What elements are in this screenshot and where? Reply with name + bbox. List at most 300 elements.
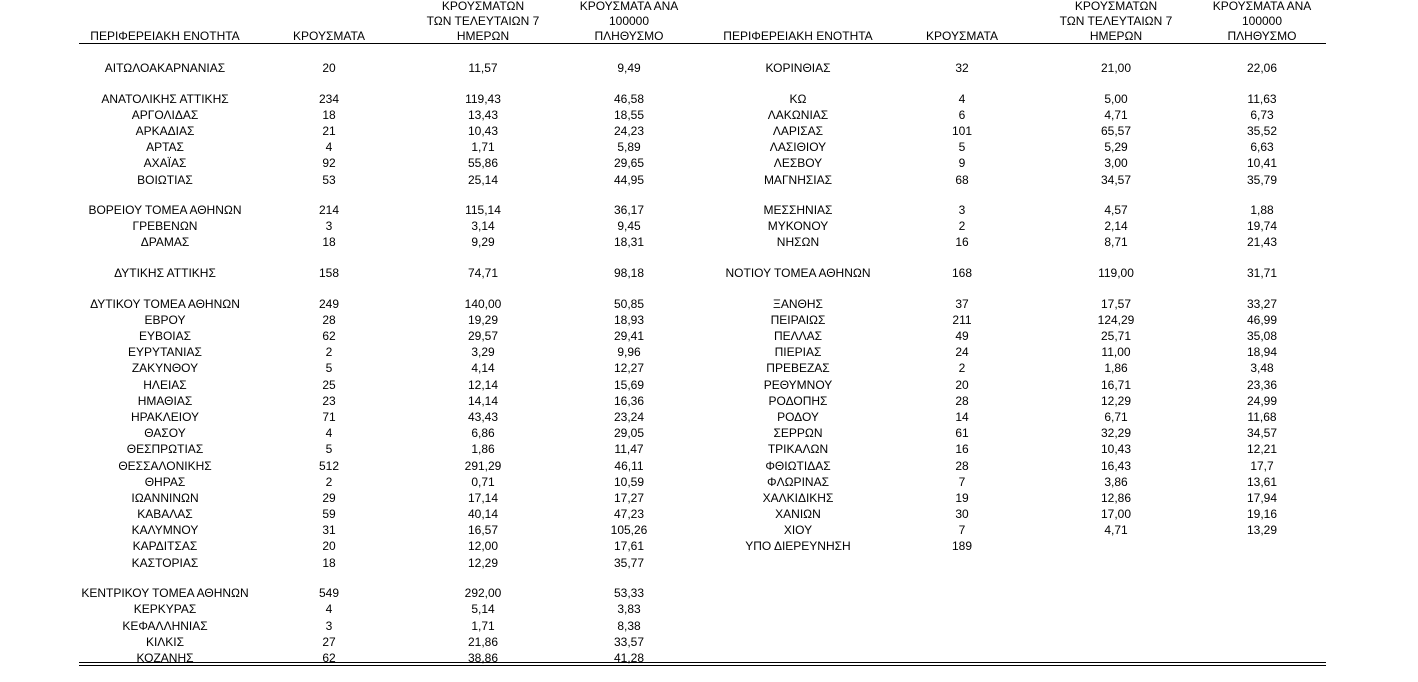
cases-cell: 68	[955, 172, 969, 187]
per100k-cell: 11,47	[614, 442, 644, 457]
cases-cell: 14	[955, 409, 969, 424]
cases-cell: 3	[325, 618, 333, 633]
footer-rule-top	[79, 662, 1326, 663]
cases-cell: 37	[955, 296, 969, 311]
cases-cell: 92	[322, 156, 336, 171]
table-row	[712, 60, 1332, 76]
table-row	[712, 490, 1332, 506]
per100k-cell: 35,79	[1246, 172, 1278, 187]
table-row	[712, 296, 1332, 312]
region-cell: ΠΕΛΛΑΣ	[773, 329, 823, 343]
region-cell: ΚΟΖΑΝΗΣ	[136, 650, 194, 665]
table-row	[79, 139, 699, 155]
region-cell: ΝΟΤΙΟΥ ΤΟΜΕΑ ΑΘΗΝΩΝ	[725, 266, 871, 281]
table-row	[712, 172, 1332, 188]
cases-cell: 9	[958, 156, 966, 171]
avg7-cell: 5,14	[471, 602, 495, 617]
per100k-cell: 23,36	[1246, 377, 1278, 392]
avg7-cell: 1,71	[471, 140, 495, 155]
region-cell: ΕΒΡΟΥ	[144, 312, 186, 327]
region-cell: ΔΡΑΜΑΣ	[140, 235, 190, 250]
region-cell: ΠΙΕΡΙΑΣ	[774, 345, 822, 360]
cases-cell: 7	[958, 474, 966, 489]
cases-cell: 28	[322, 312, 336, 327]
table-row	[712, 234, 1332, 250]
region-cell: ΛΑΣΙΘΙΟΥ	[769, 140, 827, 155]
table-row	[712, 360, 1332, 376]
left-table-header	[79, 0, 699, 44]
avg7-cell: 12,29	[467, 555, 499, 570]
avg7-cell: 5,00	[1104, 91, 1128, 106]
header-per100k	[559, 0, 699, 44]
cases-cell: 32	[955, 61, 969, 75]
right-table-body	[712, 60, 1332, 555]
avg7-cell: 1,86	[471, 442, 495, 457]
per100k-cell: 9,96	[617, 345, 641, 360]
footer-rule-bottom	[79, 665, 1326, 666]
table-row	[79, 601, 699, 617]
region-cell: ΚΕΝΤΡΙΚΟΥ ΤΟΜΕΑ ΑΘΗΝΩΝ	[81, 586, 249, 601]
avg7-cell: 21,00	[1100, 61, 1132, 75]
per100k-cell: 11,68	[1247, 409, 1277, 424]
region-cell: ΠΡΕΒΕΖΑΣ	[766, 361, 830, 376]
region-cell: ΑΝΑΤΟΛΙΚΗΣ ΑΤΤΙΚΗΣ	[101, 91, 229, 106]
per100k-cell: 46,99	[1246, 312, 1278, 327]
per100k-cell: 31,71	[1246, 266, 1278, 281]
header-avg7-line3: ΗΜΕΡΩΝ	[1089, 29, 1143, 43]
region-cell: ΡΕΘΥΜΝΟΥ	[763, 377, 833, 392]
per100k-cell: 9,45	[617, 219, 641, 234]
avg7-cell: 6,86	[471, 426, 495, 441]
avg7-cell: 2,14	[1104, 219, 1128, 234]
region-cell: ΒΟΙΩΤΙΑΣ	[137, 172, 193, 187]
per100k-cell: 50,85	[613, 296, 645, 311]
header-cases-label: ΚΡΟΥΣΜΑΤΑ	[293, 29, 365, 43]
table-row	[712, 458, 1332, 474]
cases-cell: 29	[322, 490, 336, 505]
per100k-cell: 8,38	[617, 618, 641, 633]
region-cell: ΚΕΦΑΛΛΗΝΙΑΣ	[122, 618, 208, 633]
per100k-cell: 6,63	[1250, 140, 1274, 155]
cases-cell: 101	[951, 123, 973, 138]
per100k-cell: 98,18	[613, 266, 645, 281]
table-row	[712, 441, 1332, 457]
avg7-cell: 12,86	[1100, 490, 1132, 505]
table-row	[79, 360, 699, 376]
cases-cell: 4	[325, 140, 333, 155]
table-row	[79, 441, 699, 457]
per100k-cell: 29,41	[613, 329, 645, 343]
cases-cell: 158	[318, 266, 340, 281]
region-cell: ΕΥΡΥΤΑΝΙΑΣ	[128, 345, 202, 360]
avg7-cell: 55,86	[467, 156, 499, 171]
table-row	[79, 425, 699, 441]
header-per100k-line2: ΠΛΗΘΥΣΜΟ	[1227, 29, 1297, 43]
region-cell: ΜΑΓΝΗΣΙΑΣ	[763, 172, 833, 187]
cases-cell: 5	[958, 140, 966, 155]
region-cell: ΗΡΑΚΛΕΙΟΥ	[130, 409, 200, 424]
avg7-cell: 292,00	[464, 586, 502, 601]
region-cell: ΧΑΝΙΩΝ	[775, 507, 821, 522]
per100k-cell: 29,65	[613, 156, 645, 171]
avg7-cell: 12,00	[467, 539, 499, 554]
avg7-cell: 29,57	[467, 329, 499, 343]
cases-cell: 20	[322, 539, 336, 554]
region-cell: ΛΑΚΩΝΙΑΣ	[767, 107, 829, 122]
region-cell: ΦΛΩΡΙΝΑΣ	[767, 474, 829, 489]
table-row	[79, 393, 699, 409]
per100k-cell: 9,49	[617, 61, 641, 75]
avg7-cell: 19,29	[467, 312, 499, 327]
region-cell: ΑΡΚΑΔΙΑΣ	[135, 123, 195, 138]
cases-cell: 2	[958, 361, 966, 376]
header-cases	[251, 29, 407, 44]
avg7-cell: 12,29	[1100, 393, 1132, 408]
table-row	[712, 506, 1332, 522]
table-row	[712, 265, 1332, 281]
cases-cell: 16	[955, 235, 969, 250]
cases-cell: 168	[951, 266, 973, 281]
per100k-cell: 36,17	[613, 203, 645, 218]
table-row	[79, 650, 699, 666]
avg7-cell: 34,57	[1100, 172, 1132, 187]
table-row	[712, 522, 1332, 538]
cases-cell: 4	[325, 602, 333, 617]
cases-cell: 7	[958, 523, 966, 538]
per100k-cell: 13,29	[1246, 523, 1278, 538]
per100k-cell: 46,58	[613, 91, 645, 106]
avg7-cell: 17,14	[467, 490, 499, 505]
table-row	[712, 139, 1332, 155]
cases-cell: 23	[322, 393, 336, 408]
per100k-cell: 24,23	[613, 123, 645, 138]
table-row	[79, 409, 699, 425]
cases-cell: 5	[325, 361, 333, 376]
table-row	[79, 490, 699, 506]
cases-cell: 61	[955, 426, 969, 441]
table-row	[712, 425, 1332, 441]
avg7-cell: 38,86	[467, 650, 499, 665]
header-per100k	[1192, 0, 1332, 44]
header-avg7-line2: ΤΩΝ ΤΕΛΕΥΤΑΙΩΝ 7	[1059, 14, 1173, 28]
avg7-cell: 16,43	[1100, 458, 1132, 473]
per100k-cell: 29,05	[613, 426, 645, 441]
region-cell: ΔΥΤΙΚΟΥ ΤΟΜΕΑ ΑΘΗΝΩΝ	[90, 296, 240, 311]
per100k-cell: 33,57	[613, 634, 645, 649]
avg7-cell: 1,71	[471, 618, 495, 633]
region-cell: ΚΟΡΙΝΘΙΑΣ	[765, 61, 831, 75]
cases-cell: 71	[322, 409, 336, 424]
per100k-cell: 12,21	[1246, 442, 1278, 457]
header-avg7-line1: ΚΡΟΥΣΜΑΤΩΝ	[441, 0, 525, 13]
per100k-cell: 35,77	[613, 555, 645, 570]
avg7-cell: 12,14	[467, 377, 499, 392]
per100k-cell: 33,27	[1246, 296, 1278, 311]
region-cell: ΚΩ	[789, 91, 807, 106]
per100k-cell: 53,33	[613, 586, 645, 601]
table-row	[79, 618, 699, 634]
cases-cell: 30	[955, 507, 969, 522]
cases-cell: 214	[318, 203, 340, 218]
avg7-cell: 40,14	[467, 507, 499, 522]
avg7-cell: 3,14	[471, 219, 495, 234]
region-cell: ΠΕΙΡΑΙΩΣ	[770, 312, 826, 327]
region-cell: ΜΕΣΣΗΝΙΑΣ	[763, 203, 833, 218]
per100k-cell: 22,06	[1246, 61, 1278, 75]
avg7-cell: 291,29	[464, 458, 502, 473]
header-avg7	[407, 0, 559, 44]
region-cell: ΣΕΡΡΩΝ	[773, 426, 823, 441]
cases-cell: 2	[325, 345, 333, 360]
region-cell: ΑΡΤΑΣ	[146, 140, 184, 155]
table-row	[79, 522, 699, 538]
avg7-cell: 32,29	[1100, 426, 1132, 441]
per100k-cell: 12,27	[613, 361, 645, 376]
avg7-cell: 4,71	[1104, 523, 1128, 538]
per100k-cell: 47,23	[613, 507, 645, 522]
cases-cell: 25	[322, 377, 336, 392]
region-cell: ΞΑΝΘΗΣ	[773, 296, 823, 311]
region-cell: ΖΑΚΥΝΘΟΥ	[131, 361, 199, 376]
cases-cell: 18	[322, 107, 336, 122]
per100k-cell: 105,26	[610, 523, 648, 538]
per100k-cell: 18,55	[613, 107, 645, 122]
header-region	[79, 29, 251, 44]
region-cell: ΚΑΒΑΛΑΣ	[137, 507, 193, 522]
region-cell: ΚΑΛΥΜΝΟΥ	[131, 523, 199, 538]
avg7-cell: 10,43	[1100, 442, 1132, 457]
table-row	[712, 328, 1332, 344]
cases-cell: 234	[318, 91, 340, 106]
table-row	[79, 172, 699, 188]
avg7-cell: 3,86	[1104, 474, 1128, 489]
avg7-cell: 4,57	[1104, 203, 1128, 218]
table-row	[79, 234, 699, 250]
cases-cell: 19	[955, 490, 969, 505]
avg7-cell: 21,86	[467, 634, 499, 649]
region-cell: ΡΟΔΟΥ	[777, 409, 819, 424]
avg7-cell: 10,43	[467, 123, 499, 138]
header-avg7	[1040, 0, 1192, 44]
avg7-cell: 115,14	[465, 203, 501, 218]
table-row	[79, 328, 699, 344]
per100k-cell: 24,99	[1246, 393, 1278, 408]
avg7-cell: 16,57	[467, 523, 499, 538]
header-cases-label: ΚΡΟΥΣΜΑΤΑ	[926, 29, 998, 43]
cases-cell: 189	[951, 539, 973, 554]
per100k-cell: 13,61	[1246, 474, 1278, 489]
cases-cell: 18	[322, 555, 336, 570]
table-row	[79, 218, 699, 234]
per100k-cell: 19,74	[1246, 219, 1278, 234]
table-row	[79, 377, 699, 393]
header-region	[712, 29, 884, 44]
per100k-cell: 15,69	[613, 377, 645, 392]
table-row	[79, 506, 699, 522]
avg7-cell: 119,43	[465, 91, 501, 106]
cases-cell: 20	[955, 377, 969, 392]
region-cell: ΗΛΕΙΑΣ	[143, 377, 187, 392]
cases-cell: 18	[322, 235, 336, 250]
per100k-cell: 19,16	[1246, 507, 1278, 522]
per100k-cell: 3,83	[617, 602, 641, 617]
avg7-cell: 0,71	[471, 474, 495, 489]
table-row	[712, 538, 1332, 554]
table-row	[712, 409, 1332, 425]
header-region-label: ΠΕΡΙΦΕΡΕΙΑΚΗ ΕΝΟΤΗΤΑ	[723, 29, 873, 43]
table-row	[79, 107, 699, 123]
cases-cell: 249	[318, 296, 340, 311]
region-cell: ΗΜΑΘΙΑΣ	[137, 393, 193, 408]
region-cell: ΓΡΕΒΕΝΩΝ	[132, 219, 198, 234]
table-row	[79, 538, 699, 554]
header-per100k-line2: ΠΛΗΘΥΣΜΟ	[594, 29, 664, 43]
per100k-cell: 35,08	[1246, 329, 1278, 343]
table-row	[79, 60, 699, 76]
region-cell: ΜΥΚΟΝΟΥ	[767, 219, 829, 234]
region-cell: ΑΙΤΩΛΟΑΚΑΡΝΑΝΙΑΣ	[104, 61, 226, 75]
region-cell: ΑΧΑΪΑΣ	[143, 156, 187, 171]
region-cell: ΘΕΣΠΡΩΤΙΑΣ	[126, 442, 204, 457]
per100k-cell: 18,93	[613, 312, 645, 327]
per100k-cell: 44,95	[613, 172, 645, 187]
region-cell: ΤΡΙΚΑΛΩΝ	[767, 442, 829, 457]
table-row	[79, 458, 699, 474]
table-row	[79, 155, 699, 171]
avg7-cell: 3,00	[1104, 156, 1128, 171]
right-table-header	[712, 0, 1332, 44]
avg7-cell: 140,00	[464, 296, 502, 311]
avg7-cell: 17,57	[1100, 296, 1132, 311]
cases-cell: 27	[322, 634, 336, 649]
cases-cell: 53	[322, 172, 336, 187]
region-cell: ΦΘΙΩΤΙΔΑΣ	[765, 458, 831, 473]
region-cell: ΝΗΣΩΝ	[776, 235, 820, 250]
region-cell: ΙΩΑΝΝΙΝΩΝ	[131, 490, 199, 505]
table-row	[79, 123, 699, 139]
region-cell: ΥΠΟ ΔΙΕΡΕΥΝΗΣΗ	[745, 539, 851, 554]
cases-cell: 211	[952, 312, 972, 327]
table-row	[712, 474, 1332, 490]
per100k-cell: 41,28	[613, 650, 645, 665]
table-row	[79, 585, 699, 601]
cases-cell: 62	[322, 329, 336, 343]
region-cell: ΚΑΣΤΟΡΙΑΣ	[131, 555, 199, 570]
table-row	[79, 344, 699, 360]
avg7-cell: 11,57	[468, 61, 498, 75]
table-row	[79, 91, 699, 107]
header-per100k-line1: ΚΡΟΥΣΜΑΤΑ ΑΝΑ 100000	[1212, 0, 1312, 28]
avg7-cell: 124,29	[1097, 312, 1135, 327]
cases-cell: 3	[958, 203, 966, 218]
per100k-cell: 10,59	[613, 474, 645, 489]
per100k-cell: 1,88	[1250, 203, 1274, 218]
avg7-cell: 74,71	[467, 266, 499, 281]
region-cell: ΧΙΟΥ	[783, 523, 813, 538]
cases-cell: 549	[318, 586, 340, 601]
per100k-cell: 5,89	[617, 140, 641, 155]
per100k-cell: 18,31	[613, 235, 645, 250]
header-avg7-line3: ΗΜΕΡΩΝ	[456, 29, 510, 43]
cases-cell: 28	[955, 458, 969, 473]
table-row	[712, 312, 1332, 328]
per100k-cell: 34,57	[1246, 426, 1278, 441]
region-cell: ΡΟΔΟΠΗΣ	[768, 393, 828, 408]
region-cell: ΚΕΡΚΥΡΑΣ	[133, 602, 197, 617]
avg7-cell: 17,00	[1100, 507, 1132, 522]
per100k-cell: 21,43	[1246, 235, 1278, 250]
avg7-cell: 25,14	[467, 172, 499, 187]
region-cell: ΛΕΣΒΟΥ	[773, 156, 823, 171]
table-row	[79, 634, 699, 650]
region-cell: ΚΑΡΔΙΤΣΑΣ	[132, 539, 198, 554]
cases-cell: 20	[322, 61, 336, 75]
region-cell: ΕΥΒΟΙΑΣ	[138, 329, 192, 343]
header-avg7-line1: ΚΡΟΥΣΜΑΤΩΝ	[1074, 0, 1158, 13]
header-rule	[79, 43, 1326, 44]
region-cell: ΛΑΡΙΣΑΣ	[772, 123, 824, 138]
table-row	[712, 344, 1332, 360]
cases-cell: 49	[955, 329, 969, 343]
table-row	[712, 107, 1332, 123]
table-row	[79, 202, 699, 218]
cases-cell: 2	[325, 474, 333, 489]
avg7-cell: 25,71	[1100, 329, 1132, 343]
cases-cell: 59	[322, 507, 336, 522]
left-table-body	[79, 60, 699, 666]
table-row	[712, 155, 1332, 171]
cases-cell: 62	[322, 650, 336, 665]
cases-cell: 31	[322, 523, 336, 538]
cases-cell: 4	[958, 91, 966, 106]
region-cell: ΘΗΡΑΣ	[144, 474, 186, 489]
table-row	[712, 91, 1332, 107]
avg7-cell: 43,43	[467, 409, 499, 424]
avg7-cell: 65,57	[1100, 123, 1132, 138]
avg7-cell: 4,71	[1104, 107, 1128, 122]
avg7-cell: 6,71	[1104, 409, 1128, 424]
per100k-cell: 17,61	[613, 539, 645, 554]
region-cell: ΘΑΣΟΥ	[144, 426, 186, 441]
cases-cell: 16	[955, 442, 969, 457]
cases-cell: 3	[325, 219, 333, 234]
per100k-cell: 35,52	[1246, 123, 1278, 138]
cases-cell: 24	[955, 345, 969, 360]
per100k-cell: 6,73	[1250, 107, 1274, 122]
per100k-cell: 3,48	[1250, 361, 1274, 376]
avg7-cell: 14,14	[467, 393, 499, 408]
avg7-cell: 1,86	[1104, 361, 1128, 376]
avg7-cell: 13,43	[467, 107, 499, 122]
header-region-label: ΠΕΡΙΦΕΡΕΙΑΚΗ ΕΝΟΤΗΤΑ	[90, 29, 240, 43]
region-cell: ΒΟΡΕΙΟΥ ΤΟΜΕΑ ΑΘΗΝΩΝ	[88, 203, 242, 218]
table-row	[79, 555, 699, 571]
cases-cell: 512	[318, 458, 340, 473]
per100k-cell: 10,41	[1246, 156, 1278, 171]
region-cell: ΑΡΓΟΛΙΔΑΣ	[131, 107, 199, 122]
region-cell: ΚΙΛΚΙΣ	[145, 634, 185, 649]
cases-cell: 4	[325, 426, 333, 441]
per100k-cell: 17,27	[613, 490, 645, 505]
avg7-cell: 9,29	[471, 235, 495, 250]
per100k-cell: 16,36	[613, 393, 645, 408]
avg7-cell: 16,71	[1100, 377, 1132, 392]
table-row	[79, 296, 699, 312]
cases-cell: 21	[322, 123, 336, 138]
table-row	[712, 377, 1332, 393]
per100k-cell: 18,94	[1246, 345, 1278, 360]
cases-cell: 28	[955, 393, 969, 408]
